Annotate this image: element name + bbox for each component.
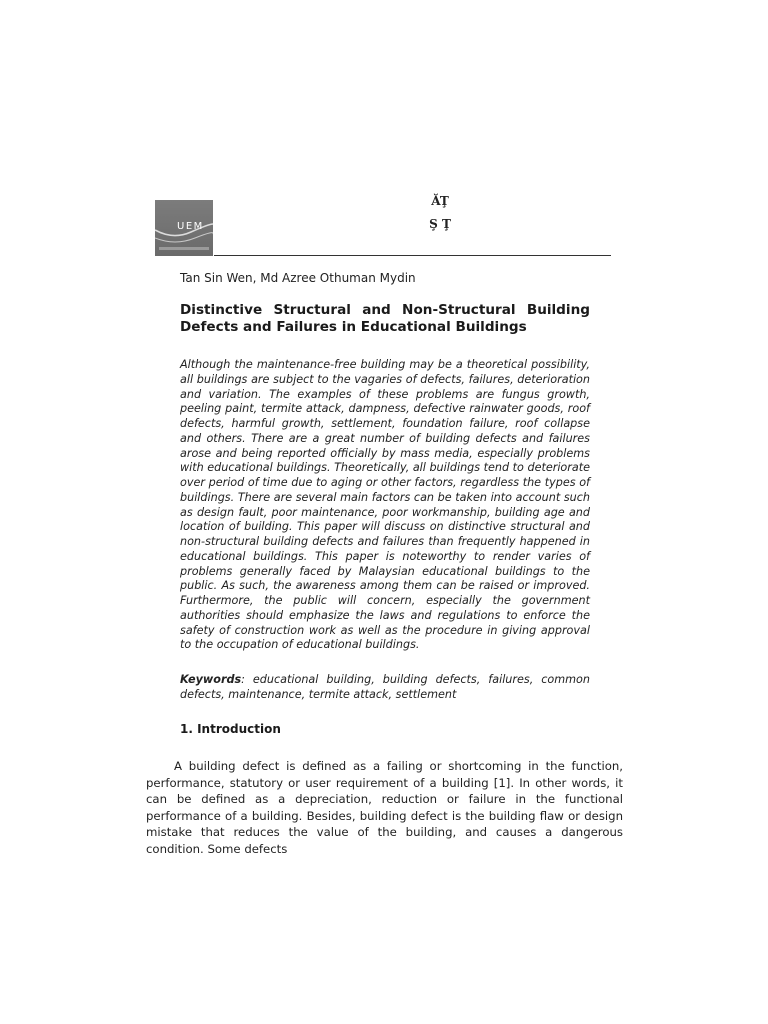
header-rule (214, 255, 611, 256)
journal-header-line2: Ş Ţ (429, 217, 451, 231)
logo-text: UEM (177, 221, 204, 232)
keywords (180, 672, 590, 702)
abstract: Although the maintenance-free building may be a theoretical possibility, all buildings are subject to the vagaries of defects, failures, deterioration and variation. The examples of these problems are fungus growth, peeling paint, termite attack, dampness, defective rainwater goods, roof defects, harmful growth, settlement, foundation failure, roof collapse and others. There are a great number of building defects and failures arose and being reported officially by mass media, especially problems with educational buildings. Theoretically, all buildings tend to deteriorate over period of time due to aging or other factors, regardless the types of buildings. There are several main factors can be taken into account such as design fault, poor maintenance, poor workmanship, building age and location of building. This paper will discuss on distinctive structural and non-structural building defects and failures than frequently happened in educational buildings. This paper is noteworthy to render varies of problems generally faced by Malaysian educational buildings to the public. As such, the awareness among them can be raised or improved. Furthermore, the public will concern, especially the government authorities should emphasize the laws and regulations to enforce the safety of construction work as well as the procedure in giving approval to the occupation of educational buildings. (180, 358, 590, 652)
intro-paragraph: A building defect is defined as a failing or shortcoming in the function, performance, statutory or user requirement of a building [1]. In other words, it can be defined as a depreciation, reduction or failure in the functional performance of a building. Besides, building defect is the building flaw or design mistake that reduces the value of the building, and causes a dangerous condition. Some defects (146, 759, 623, 856)
keywords-list: : educational building, building defects, failures, common defects, maintenance, termite attack, settlement (180, 673, 590, 701)
journal-header-line1: ĂŢ (431, 194, 449, 208)
uem-logo (155, 200, 213, 256)
paper-title: Distinctive Structural and Non-Structural Building Defects and Failures in Educational Buildings (180, 302, 590, 335)
authors: Tan Sin Wen, Md Azree Othuman Mydin (180, 271, 416, 285)
section-heading-introduction: 1. Introduction (180, 722, 281, 736)
keywords-label: Keywords (180, 673, 242, 686)
